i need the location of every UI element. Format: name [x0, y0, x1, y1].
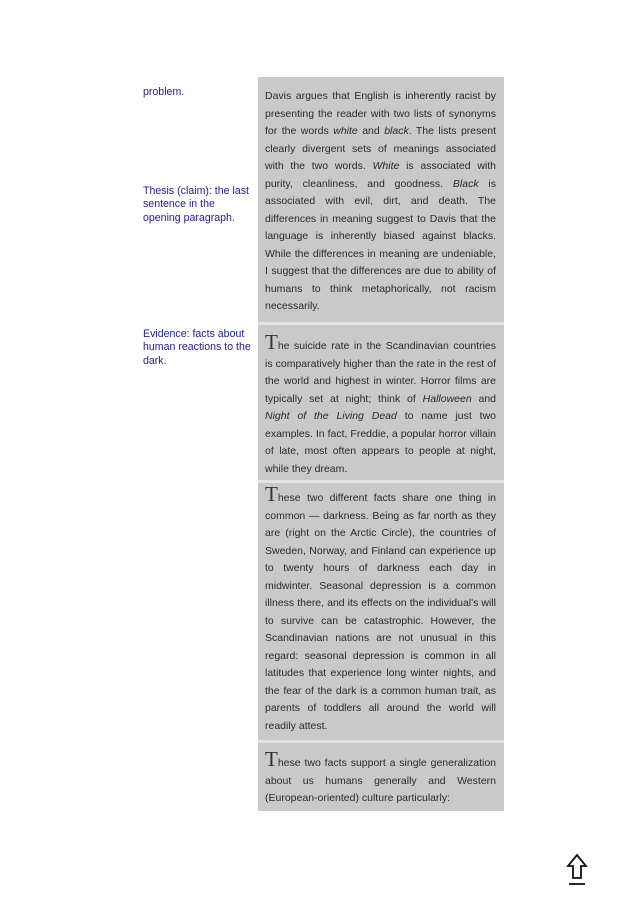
paragraph-initial: T — [265, 482, 278, 506]
paragraph-text: . The lists present clearly divergent sets of meanings associated with the two words. — [265, 125, 496, 172]
up-arrow-icon[interactable] — [566, 853, 588, 887]
margin-note-thesis: Thesis (claim): the last sentence in the opening paragraph. — [143, 185, 249, 224]
paragraph-text: Davis argues that English is inherently racist by presenting the reader with two lists of synonyms for the words — [265, 90, 496, 137]
margin-note-problem: problem. — [143, 86, 185, 98]
emphasized-text: white — [333, 125, 358, 137]
paragraph-divider — [258, 322, 504, 325]
paragraph-divider — [258, 480, 504, 483]
paragraph-initial: T — [265, 747, 278, 771]
paragraph-text: to name just two examples. In fact, Freddie, a popular horror villain of late, most often appears to people at night, while they dream. — [265, 410, 496, 475]
emphasized-text: Halloween — [422, 392, 472, 405]
paragraph-text: he suicide rate in the Scandinavian countries is comparatively higher than the rate in the rest of the world and highest in winter. Horror films are typically set at night; think of — [265, 340, 496, 405]
essay-paragraph-4 — [265, 747, 496, 808]
paragraph-text: is associated with purity, cleanliness, and goodness. — [265, 160, 496, 190]
essay-paragraph-2 — [265, 330, 497, 478]
paragraph-text: is associated with evil, dirt, and death. The differences in meaning suggest to Davis that the language is inherently biased against blacks. While the differences in meaning are undeniable, I suggest that the differences are due to ability of humans to think metaphorically, not racism necessarily. — [265, 177, 497, 312]
emphasized-text: black — [384, 125, 409, 137]
paragraph-text: hese two different facts share one thing in common — darkness. Being as far north as they are (right on the Arctic Circle), the countries of Sweden, Norway, and Finland can experience up to twenty hours of darkness each day in midwinter. Seasonal depression is a common illness there, and its effects on the individual's will to survive can be catastrophic. However, the Scandinavian nations are not unusual in this regard: seasonal depression is common in all latitudes that experience long winter nights, and the fear of the dark is a common human trait, as parents of toddlers all around the world will readily attest. — [265, 492, 496, 732]
paragraph-text: hese two facts support a single generalization about us humans generally and Western (European-oriented) culture particularly: — [265, 757, 496, 804]
paragraph-divider — [258, 740, 504, 743]
emphasized-text: Night of the Living Dead — [265, 410, 397, 422]
essay-paragraph-1 — [265, 88, 496, 316]
emphasized-text: White — [372, 160, 400, 172]
paragraph-initial: T — [265, 330, 278, 354]
emphasized-text: Black — [452, 177, 479, 190]
margin-note-evidence: Evidence: facts about human reactions to the dark. — [143, 328, 251, 367]
paragraph-text: and — [357, 125, 385, 137]
paragraph-text: and — [471, 392, 497, 405]
essay-paragraph-3 — [265, 482, 496, 735]
